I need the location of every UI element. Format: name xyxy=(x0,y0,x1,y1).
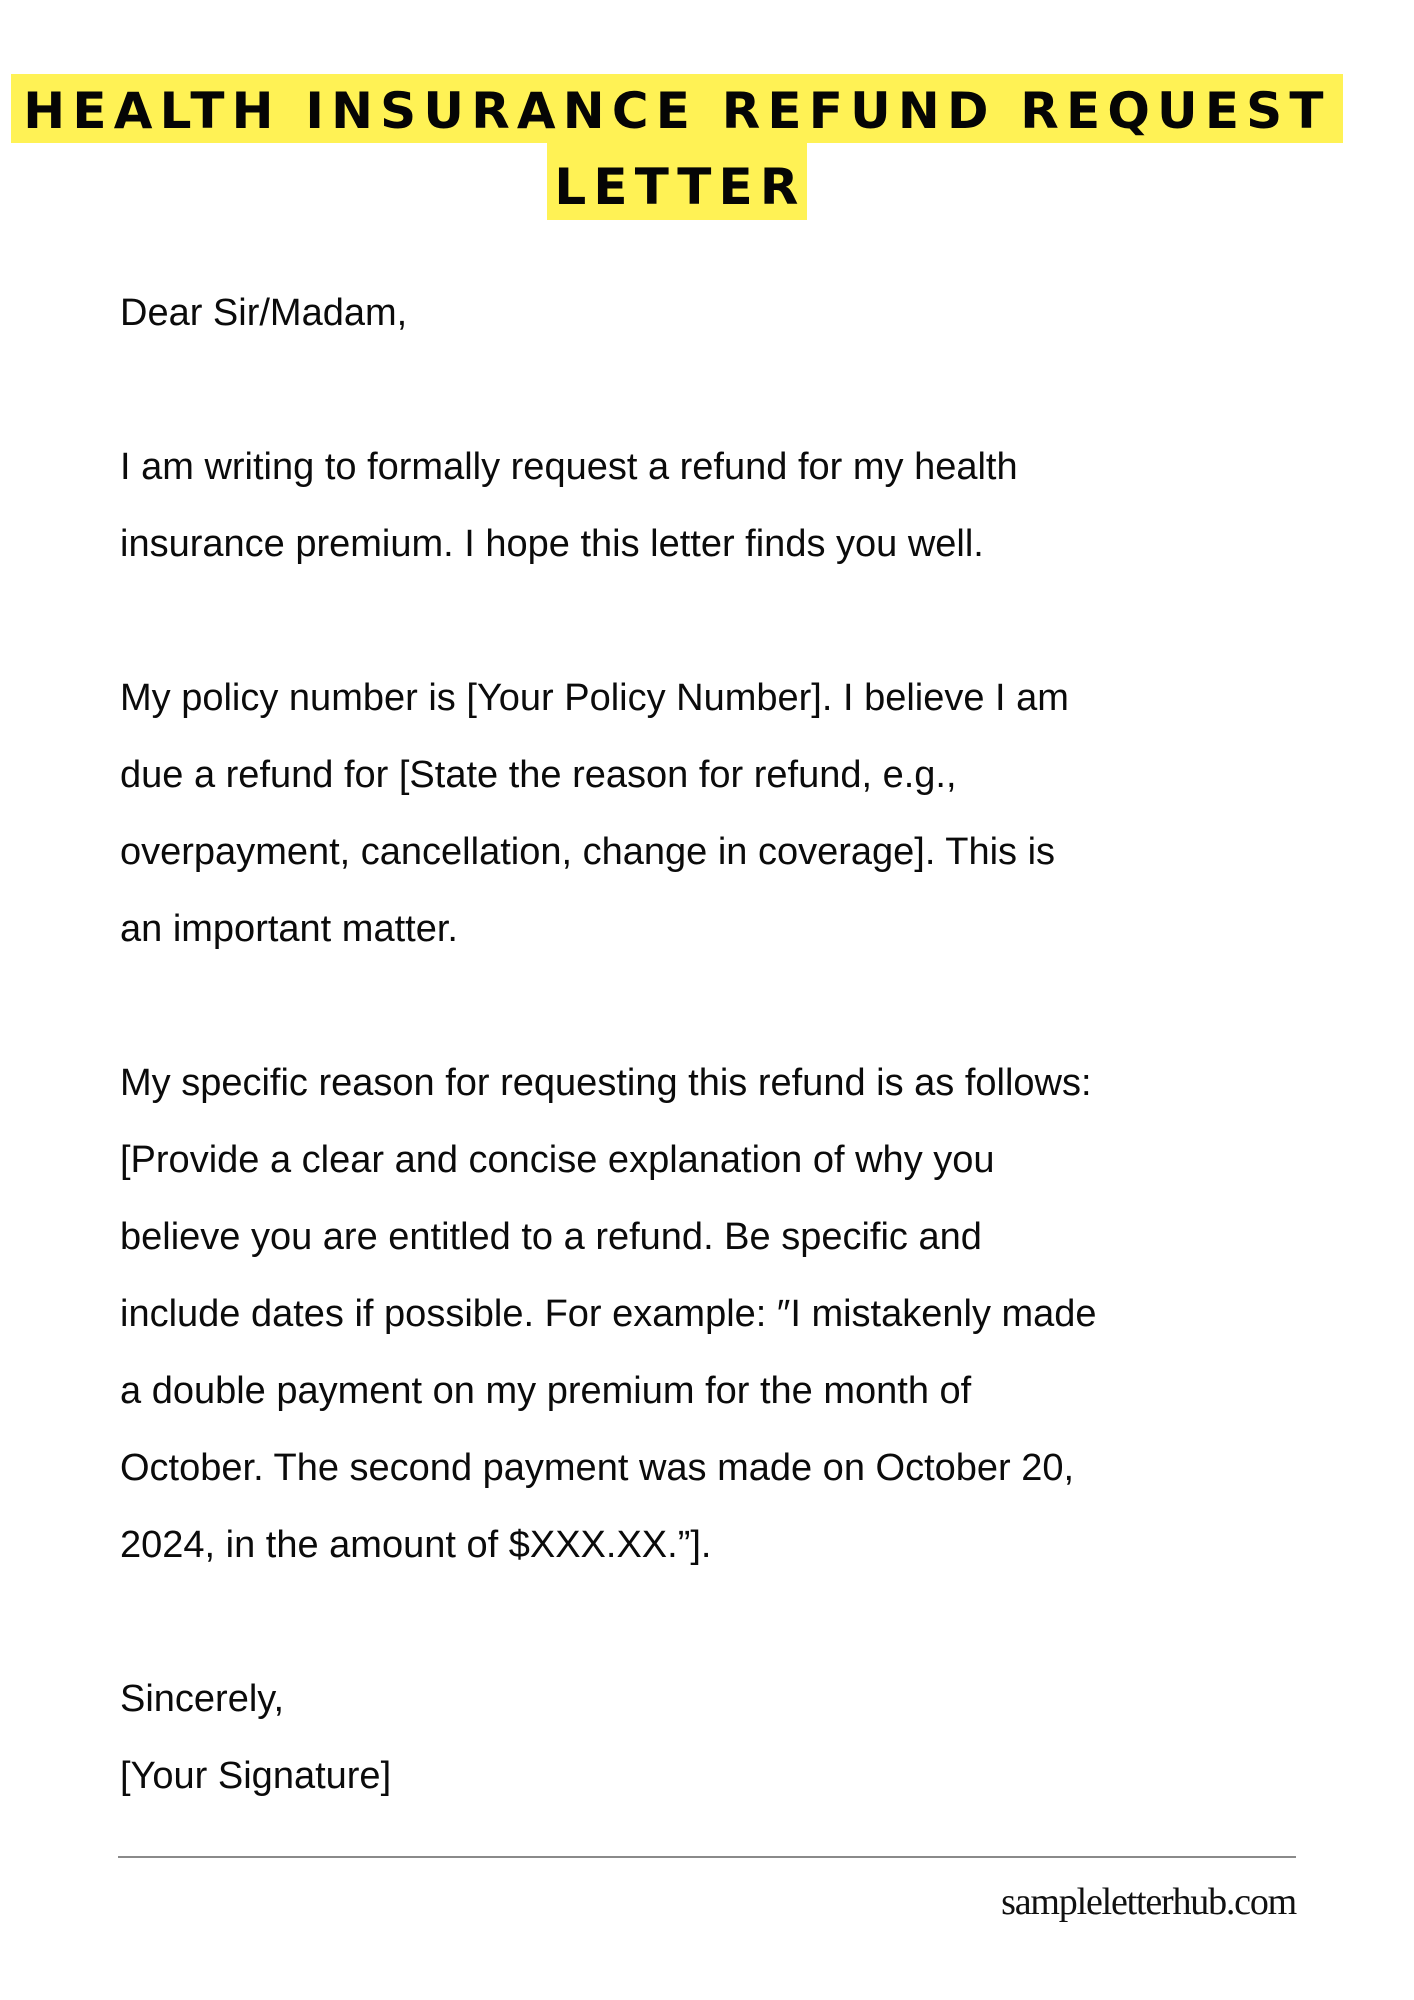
paragraph-line: My policy number is [Your Policy Number]. I believe I am xyxy=(120,677,1069,719)
paragraph-line: 2024, in the amount of $XXX.XX.”]. xyxy=(120,1524,712,1566)
paragraph-line: My specific reason for requesting this refund is as follows: xyxy=(120,1062,1092,1104)
paragraph-line: believe you are entitled to a refund. Be specific and xyxy=(120,1216,982,1258)
paragraph-line: October. The second payment was made on October 20, xyxy=(120,1447,1075,1489)
paragraph-line: insurance premium. I hope this letter finds you well. xyxy=(120,523,984,565)
title-line-1: HEALTH INSURANCE REFUND REQUEST xyxy=(11,74,1343,143)
closing: Sincerely, xyxy=(120,1678,285,1720)
paragraph-line: a double payment on my premium for the month of xyxy=(120,1370,972,1412)
paragraph-line: overpayment, cancellation, change in coverage]. This is xyxy=(120,831,1056,873)
paragraph-line: include dates if possible. For example: ″I mistakenly made xyxy=(120,1293,1097,1335)
signature-placeholder: [Your Signature] xyxy=(120,1755,392,1797)
footer-divider xyxy=(118,1856,1296,1858)
paragraph-line: [Provide a clear and concise explanation of why you xyxy=(120,1139,995,1181)
title-line-2: LETTER xyxy=(547,143,807,220)
paragraph-line: due a refund for [State the reason for refund, e.g., xyxy=(120,754,957,796)
salutation: Dear Sir/Madam, xyxy=(120,292,408,334)
footer-site-name: sampleletterhub.com xyxy=(1001,1881,1296,1923)
paragraph-line: an important matter. xyxy=(120,908,458,950)
paragraph-line: I am writing to formally request a refund for my health xyxy=(120,446,1018,488)
